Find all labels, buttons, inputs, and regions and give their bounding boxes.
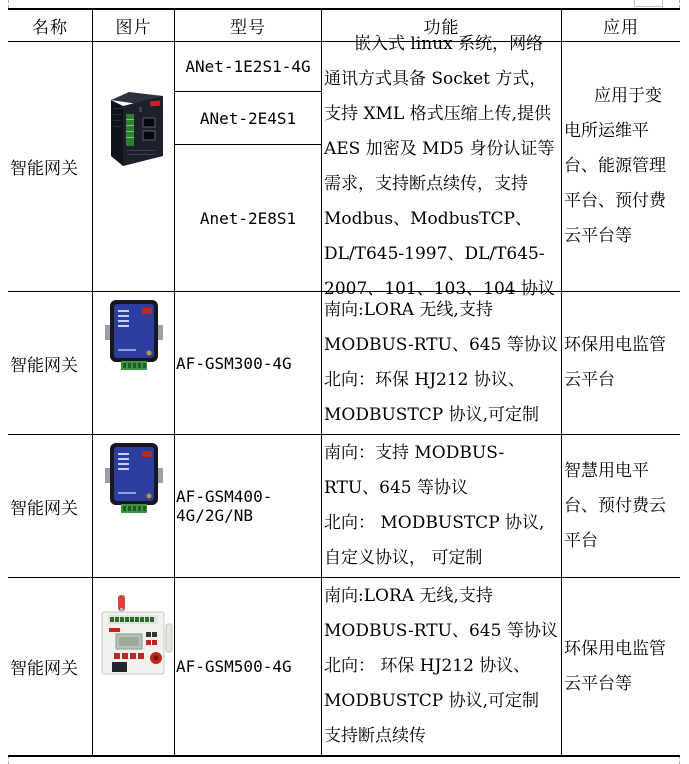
table-row-af-gsm300 [8,292,680,435]
function-text-north: 北向： 环保 HJ212 协议、MODBUSTCP 协议,可定制 [324,656,540,711]
header-cell-name: 名称 [8,10,93,41]
table-row-af-gsm400 [8,435,680,578]
function-text-south: 南向:LORA 无线,支持 MODBUS-RTU、645 等协议 [324,586,558,641]
application-cell [562,435,680,577]
anet-device-image [99,84,169,170]
product-name: 智能网关 [8,292,93,434]
function-cell [322,578,562,755]
header-cell-application: 应用 [603,18,639,38]
function-text-resume: 支持断点续传 [324,726,426,746]
table-row-anet [8,33,680,299]
function-cell [322,33,562,299]
af-gsm500-device-image [94,594,174,678]
application-text: 环保用电监管云平台 [564,335,666,390]
model-anet-2e4s1: ANet-2E4S1 [175,92,321,145]
function-cell [322,435,562,577]
function-cell [322,292,562,434]
model-af-gsm300-4g: AF-GSM300-4G [175,292,322,434]
application-text: 智慧用电平台、预付费云平台 [564,460,666,551]
header-cell-model: 型号 [175,10,322,41]
function-text-south: 南向:LORA 无线,支持 MODBUS-RTU、645 等协议 [324,300,558,355]
model-cell [175,42,322,291]
model-af-gsm500-4g: AF-GSM500-4G [175,578,322,755]
function-text: 嵌入式 linux 系统，网络通讯方式具备 Socket 方式，支持 XML 格式压缩上传,提供 AES 加密及 MD5 身份认证等需求，支持断点续传，支持 Modbus、ModbusTCP、DL/T645-1997、DL/T645-2007、101、103、104 协议 [324,33,556,299]
model-anet-1e2s1-4g: ANet-1E2S1-4G [175,42,321,92]
product-image-cell [93,292,175,434]
application-cell [562,578,680,755]
product-name: 智能网关 [8,42,93,291]
page-corner-marker [634,0,663,7]
function-text-north: 北向： MODBUSTCP 协议,自定义协议， 可定制 [324,513,545,568]
af-gsm400-device-image [105,442,163,514]
application-cell [562,42,680,291]
table-row-af-gsm500 [8,578,680,757]
function-text-south: 南向：支持 MODBUS-RTU、645 等协议 [324,443,505,498]
application-text: 环保用电监管云平台等 [564,638,666,694]
application-text: 应用于变电所运维平台、能源管理平台、预付费云平台等 [564,86,666,246]
product-spec-table [8,8,680,757]
application-cell [562,292,680,434]
product-image-cell [93,435,175,577]
product-image-cell [93,578,175,755]
product-image-cell [93,42,175,291]
product-name: 智能网关 [8,578,93,755]
function-text-north: 北向：环保 HJ212 协议、MODBUSTCP 协议,可定制 [324,370,540,425]
af-gsm300-device-image [105,299,163,371]
product-name: 智能网关 [8,435,93,577]
header-cell-function: 功能 [322,10,562,41]
header-cell-image: 图片 [93,10,175,41]
model-anet-2e8s1: Anet-2E8S1 [199,208,297,228]
model-af-gsm400-4g-2g-nb: AF-GSM400-4G/2G/NB [175,435,322,577]
